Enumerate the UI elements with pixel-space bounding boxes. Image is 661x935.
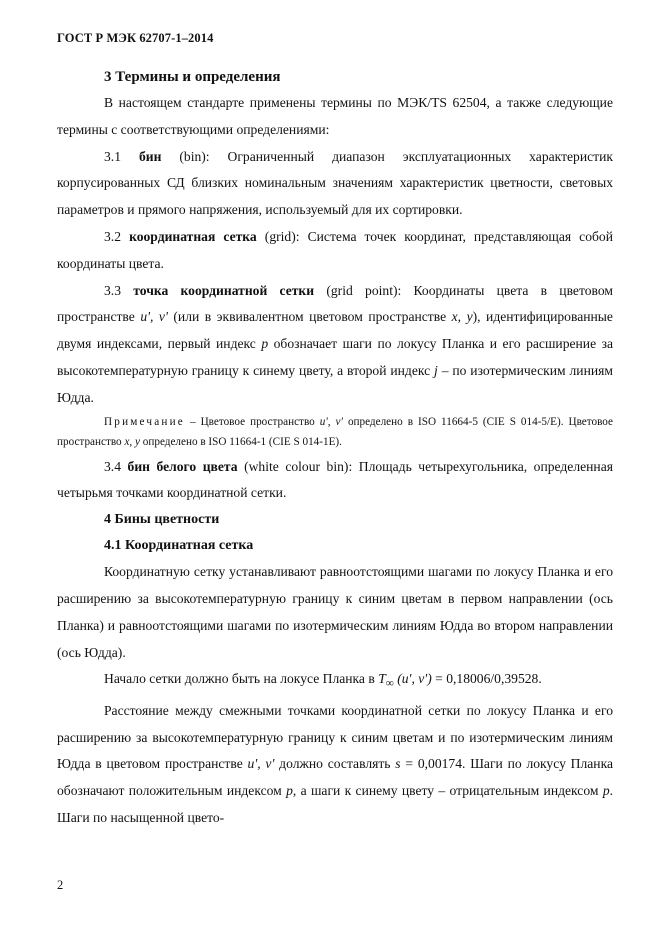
paragraph-grid: Координатную сетку устанавливают равноотстоящими шагами по локусу Планка и его расширению за высокотемпературную границу к синим цветам в первом направлении (ось Планка) и равноотстоящими шагами по изотермическим линиям Юдда во втором направлении (ось Юдда). <box>57 564 613 660</box>
paragraph-grid-origin: Начало сетки должно быть на локусе Планка в $T_\infty$ (u', v') = 0,18006/0,39528. <box>104 671 542 691</box>
term-3-1: 3.1 бин (bin): Ограниченный диапазон эксплуатационных характеристик корпусированных СД близких номинальным значениям характеристик цветности, световых параметров и прямого напряжения, используемый для их сортировки. <box>57 148 613 218</box>
document-header: ГОСТ Р МЭК 62707-1–2014 <box>57 31 214 45</box>
document-body <box>57 64 613 832</box>
page-number: 2 <box>57 878 64 892</box>
section-4-1-title: 4.1 Координатная сетка <box>104 538 254 554</box>
note-label: Примечание <box>104 415 185 428</box>
term-3-3: 3.3 точка координатной сетки (grid point): Координаты цвета в цветовом пространстве u', v' (или в эквивалентном цветовом пространстве x, y), идентифицированные двумя индексами, первый индекс p обозначает шаги по локусу Планка и его расширение за высокотемпературную границу к синему цвету, а второй индекс j – по изотермическим линиям Юдда. <box>57 282 614 405</box>
section-4-title: 4 Бины цветности <box>104 512 220 528</box>
term-3-2: 3.2 координатная сетка (grid): Система точек координат, представляющая собой координаты цвета. <box>57 228 613 271</box>
section-3-intro: В настоящем стандарте применены термины по МЭК/TS 62504, а также следующие термины с соответствующими определениями: <box>57 95 613 137</box>
paragraph-grid-spacing: Расстояние между смежными точками координатной сетки по локусу Планка и его расширению за высокотемпературную границу к синим цветам и по изотермическим линиям Юдда в цветовом пространстве u', v' должно составлять s = 0,00174. Шаги по локусу Планка обозначают положительным индексом p, а шаги к синему цвету – отрицательным индексом p. Шаги по насыщенной цвето- <box>57 702 614 826</box>
term-3-4: 3.4 бин белого цвета (white colour bin): Площадь четырехугольника, определенная четырьмя точками координатной сетки. <box>57 458 613 501</box>
section-3-title: 3 Термины и определения <box>104 69 281 85</box>
note: Примечание – Цветовое пространство u', v' определено в ISO 11664-5 (CIE S 014-5/E). Цветовое пространство x, y определено в ISO 11664-1 (CIE S 014-1E). <box>57 415 613 448</box>
